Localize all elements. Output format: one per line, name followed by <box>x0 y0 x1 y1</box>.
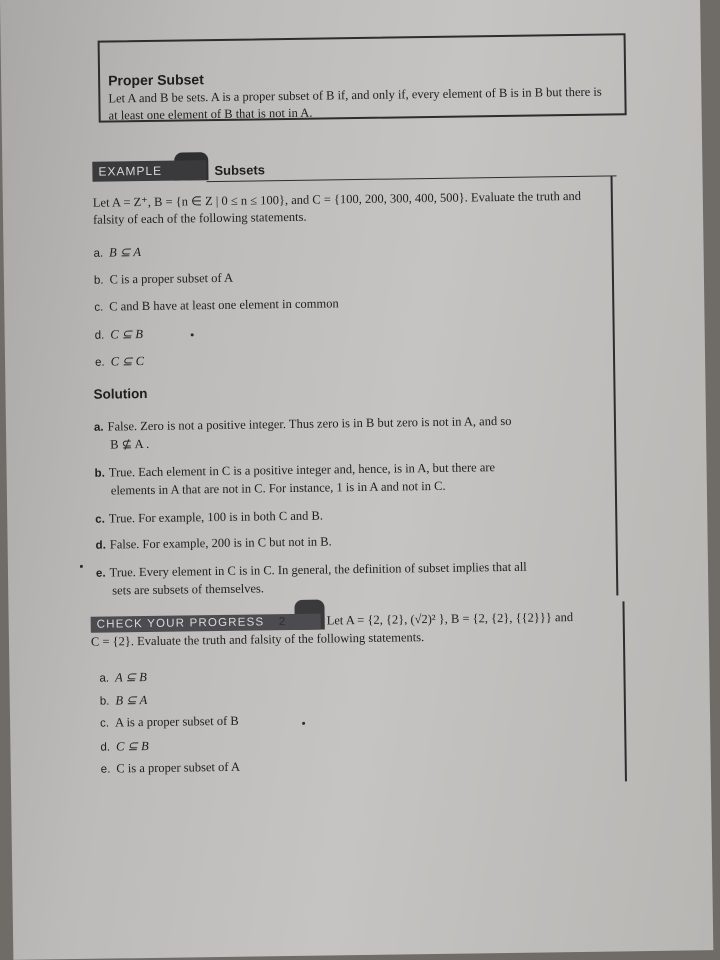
solution-continuation: B ⊈ A . <box>110 436 150 452</box>
solution-heading: Solution <box>93 385 148 402</box>
ink-speck <box>80 565 83 568</box>
item-text: C ⊆ C <box>110 354 145 369</box>
item-text: C ⊆ B <box>115 738 149 754</box>
ink-speck <box>302 722 305 725</box>
check-progress-number: 2 <box>278 616 287 629</box>
check-item <box>100 738 149 755</box>
solution-text: True. Every element in C is in C. In general, the definition of subset implies that all <box>109 559 527 580</box>
item-text: C and B have at least one element in common <box>109 296 339 314</box>
example-item <box>94 271 233 288</box>
solution-item <box>94 412 604 454</box>
item-label: c. <box>100 717 110 730</box>
check-item <box>99 669 147 686</box>
check-item <box>100 692 148 709</box>
item-text: C ⊆ B <box>110 327 144 342</box>
example-item <box>94 296 339 314</box>
solution-item <box>95 504 605 529</box>
item-text: B ⊆ A <box>115 693 148 708</box>
solution-text: False. Zero is not a positive integer. Thus zero is in B but zero is not in A, and so <box>107 413 512 434</box>
solution-text: False. For example, 200 is in C but not in B. <box>109 534 332 552</box>
check-item <box>100 714 239 731</box>
item-label: e. <box>94 356 105 369</box>
check-progress-line2: C = {2}. Evaluate the truth and falsity of the following statements. <box>90 630 425 649</box>
solution-continuation: sets are subsets of themselves. <box>112 581 265 598</box>
solution-text: True. For example, 100 is in both C and B. <box>108 508 324 526</box>
check-item <box>101 760 240 777</box>
item-text: B ⊆ A <box>109 245 142 260</box>
example-prompt: Let A = Z⁺, B = {n ∈ Z | 0 ≤ n ≤ 100}, and C = {100, 200, 300, 400, 500}. Evaluate the truth and falsity of each of the following statements. <box>92 188 582 227</box>
check-progress-text <box>91 607 621 650</box>
example-item <box>95 326 144 343</box>
solution-item <box>96 558 606 600</box>
definition-text: Let A and B be sets. A is a proper subset of B if, and only if, every element of B is in B but there is at least one element of B that is not in A. <box>108 84 602 123</box>
solution-item <box>94 458 604 500</box>
example-right-rule <box>611 175 619 595</box>
item-label: a. <box>99 672 110 685</box>
solution-label: b. <box>94 467 105 480</box>
item-label: d. <box>100 741 111 754</box>
definition-title: Proper Subset <box>108 71 204 89</box>
item-text: C is a proper subset of A <box>109 270 234 287</box>
solution-continuation: elements in A that are not in C. For instance, 1 is in A and not in C. <box>110 478 446 498</box>
item-text: C is a proper subset of A <box>116 759 241 776</box>
example-top-rule <box>207 175 617 182</box>
check-progress-right-rule <box>622 601 627 781</box>
solution-label: c. <box>95 513 105 526</box>
solution-label: d. <box>95 539 106 552</box>
item-label: d. <box>94 329 105 342</box>
ink-speck <box>191 333 194 336</box>
item-label: c. <box>94 301 104 314</box>
example-label: EXAMPLE <box>92 160 206 182</box>
check-progress-line1: Let A = {2, {2}, (√2)² }, B = {2, {2}, {{2}}} and <box>326 610 574 628</box>
example-item <box>93 244 141 261</box>
item-label: b. <box>93 274 104 287</box>
item-label: a. <box>93 247 104 260</box>
item-text: A is a proper subset of B <box>114 713 239 730</box>
solution-label: e. <box>95 567 106 580</box>
check-progress-label-text: CHECK YOUR PROGRESS <box>96 616 265 631</box>
solution-item <box>96 530 606 555</box>
definition-box <box>98 33 627 122</box>
example-item <box>95 353 144 370</box>
item-label: b. <box>99 695 110 708</box>
item-label: e. <box>100 763 111 776</box>
example-title: Subsets <box>214 162 266 179</box>
item-text: A ⊆ B <box>114 670 147 685</box>
solution-label: a. <box>93 421 104 434</box>
solution-text: True. Each element in C is a positive integer and, hence, is in A, but there are <box>108 460 496 480</box>
